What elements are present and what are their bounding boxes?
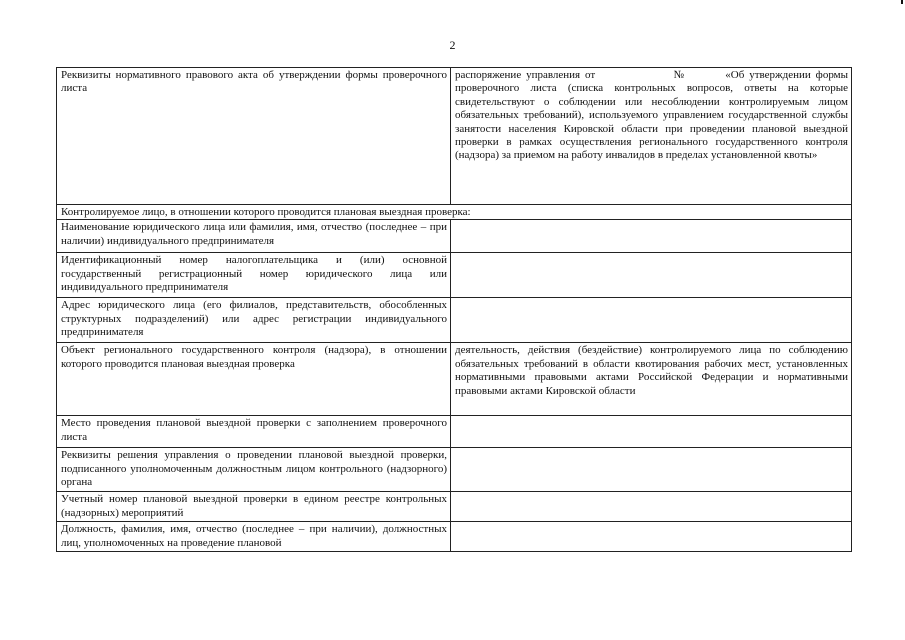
row-value bbox=[451, 522, 852, 552]
row-label: Объект регионального государственного контроля (надзора), в отношении которого проводится плановая выездная проверка bbox=[57, 343, 451, 416]
table-row bbox=[57, 522, 852, 552]
page-number: 2 bbox=[449, 38, 456, 52]
row-value: распоряжение управления от № «Об утверждении формы проверочного листа (списка контрольных вопросов, ответы на которые свидетельствуют о соблюдении или несоблюдении контролируемым лицом обязательных требований), используемого управлением государственной службы занятости населения Кировской области при проведении плановой выездной проверки в рамках осуществления регионального государственного контроля (надзора) за приемом на работу инвалидов в пределах установленной квоты» bbox=[451, 68, 852, 205]
table-row bbox=[57, 298, 852, 343]
row-label: Место проведения плановой выездной проверки с заполнением проверочного листа bbox=[57, 416, 451, 448]
checklist-requisites-table bbox=[56, 67, 852, 552]
row-value: деятельность, действия (бездействие) контролируемого лица по соблюдению обязательных требований в области квотирования рабочих мест, установленных нормативными правовыми актами Российской Федерации и нормативными правовыми актами Кировской области bbox=[451, 343, 852, 416]
scan-corner-mark bbox=[901, 0, 903, 4]
row-value bbox=[451, 416, 852, 448]
row-label: Адрес юридического лица (его филиалов, представительств, обособленных структурных подразделений) или адрес регистрации индивидуального предпринимателя bbox=[57, 298, 451, 343]
row-value bbox=[451, 253, 852, 298]
table-row bbox=[57, 448, 852, 492]
row-value bbox=[451, 448, 852, 492]
row-label: Наименование юридического лица или фамилия, имя, отчество (последнее – при наличии) индивидуального предпринимателя bbox=[57, 220, 451, 253]
row-label: Учетный номер плановой выездной проверки в едином реестре контрольных (надзорных) мероприятий bbox=[57, 492, 451, 522]
row-value bbox=[451, 220, 852, 253]
row-label: Реквизиты решения управления о проведении плановой выездной проверки, подписанного уполномоченным должностным лицом контрольного (надзорного) органа bbox=[57, 448, 451, 492]
table-row bbox=[57, 343, 852, 416]
row-label: Реквизиты нормативного правового акта об утверждении формы проверочного листа bbox=[57, 68, 451, 205]
row-label: Идентификационный номер налогоплательщика и (или) основной государственный регистрационный номер юридического лица или индивидуального предпринимателя bbox=[57, 253, 451, 298]
table-row bbox=[57, 220, 852, 253]
table-row bbox=[57, 253, 852, 298]
table-row bbox=[57, 416, 852, 448]
table-row bbox=[57, 68, 852, 205]
table-row bbox=[57, 492, 852, 522]
row-label: Должность, фамилия, имя, отчество (последнее – при наличии), должностных лиц, уполномоченных на проведение плановой bbox=[57, 522, 451, 552]
section-heading: Контролируемое лицо, в отношении которого проводится плановая выездная проверка: bbox=[57, 205, 852, 220]
row-value bbox=[451, 492, 852, 522]
table-row bbox=[57, 205, 852, 220]
row-value bbox=[451, 298, 852, 343]
